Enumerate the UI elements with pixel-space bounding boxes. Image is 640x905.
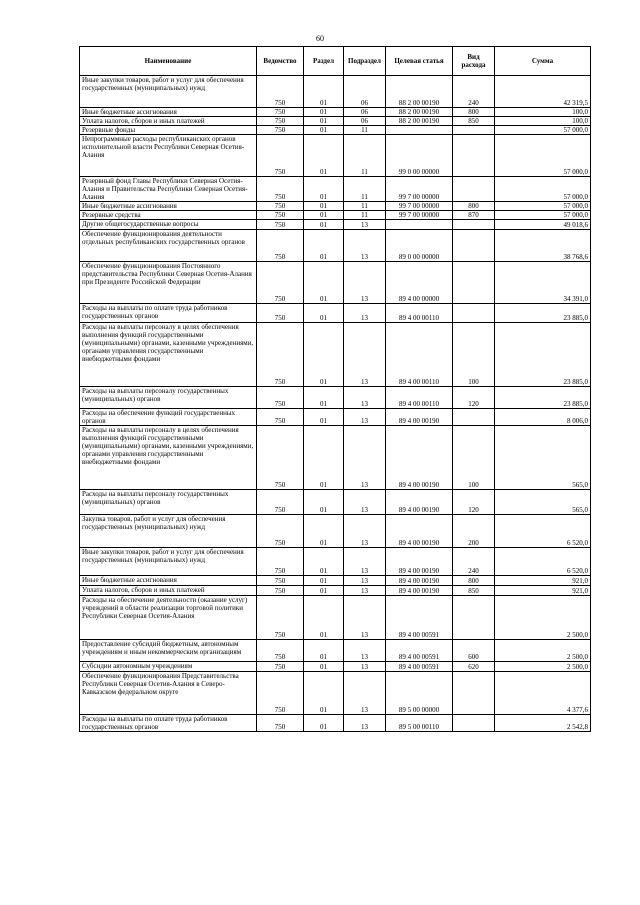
cell-podrazdel: 13 bbox=[344, 323, 386, 387]
cell-podrazdel: 06 bbox=[344, 117, 386, 126]
cell-name: Иные бюджетные ассигнования bbox=[80, 202, 257, 211]
table-row bbox=[80, 177, 591, 202]
cell-vid: 870 bbox=[453, 211, 495, 220]
table-row bbox=[80, 640, 591, 662]
cell-vedomstvo: 750 bbox=[257, 108, 304, 117]
cell-summa: 23 885,0 bbox=[495, 387, 591, 409]
cell-razdel: 01 bbox=[304, 76, 344, 108]
table-row bbox=[80, 220, 591, 230]
cell-statya: 89 4 00 00190 bbox=[386, 548, 453, 576]
cell-statya: 89 4 00 00110 bbox=[386, 323, 453, 387]
cell-name: Обеспечение функционирования Представительства Республики Северная Осетия-Алания в Северо-Кавказском федеральном округе bbox=[80, 672, 257, 715]
cell-vedomstvo: 750 bbox=[257, 662, 304, 672]
cell-podrazdel: 11 bbox=[344, 135, 386, 177]
cell-vedomstvo: 750 bbox=[257, 515, 304, 548]
cell-name: Иные закупки товаров, работ и услуг для обеспечения государственных (муниципальных) нужд bbox=[80, 548, 257, 576]
cell-podrazdel: 13 bbox=[344, 490, 386, 515]
cell-summa: 565,0 bbox=[495, 490, 591, 515]
cell-podrazdel: 11 bbox=[344, 126, 386, 135]
cell-razdel: 01 bbox=[304, 409, 344, 426]
cell-name: Обеспечение функционирования Постоянного представительства Республики Северная Осетия-Алания при Президенте Российской Федерации bbox=[80, 262, 257, 304]
table-row bbox=[80, 323, 591, 387]
cell-vid bbox=[453, 262, 495, 304]
cell-summa: 6 520,0 bbox=[495, 515, 591, 548]
cell-razdel: 01 bbox=[304, 387, 344, 409]
cell-statya: 89 4 00 00190 bbox=[386, 586, 453, 596]
header-name: Наименование bbox=[80, 47, 257, 76]
cell-summa: 42 319,5 bbox=[495, 76, 591, 108]
cell-razdel: 01 bbox=[304, 662, 344, 672]
header-vedomstvo: Ведомство bbox=[257, 47, 304, 76]
table-row bbox=[80, 230, 591, 262]
cell-name: Субсидии автономным учреждениям bbox=[80, 662, 257, 672]
cell-podrazdel: 13 bbox=[344, 230, 386, 262]
cell-statya bbox=[386, 126, 453, 135]
cell-razdel: 01 bbox=[304, 117, 344, 126]
table-row bbox=[80, 409, 591, 426]
cell-vid bbox=[453, 715, 495, 732]
cell-vedomstvo: 750 bbox=[257, 426, 304, 490]
cell-name: Расходы на выплаты персоналу государственных (муниципальных) органов bbox=[80, 490, 257, 515]
cell-vedomstvo: 750 bbox=[257, 177, 304, 202]
cell-name: Расходы на выплаты персоналу в целях обеспечения выполнения функций государственными (муниципальными) органами, казенными учреждениями, органами управления государственными внебюджетными фондами bbox=[80, 426, 257, 490]
cell-podrazdel: 13 bbox=[344, 409, 386, 426]
cell-vedomstvo: 750 bbox=[257, 211, 304, 220]
cell-vid: 800 bbox=[453, 108, 495, 117]
cell-podrazdel: 13 bbox=[344, 220, 386, 230]
table-row bbox=[80, 715, 591, 732]
table-row bbox=[80, 135, 591, 177]
cell-summa: 100,0 bbox=[495, 117, 591, 126]
cell-statya: 89 4 00 00591 bbox=[386, 640, 453, 662]
cell-razdel: 01 bbox=[304, 596, 344, 640]
cell-statya: 89 4 00 00591 bbox=[386, 662, 453, 672]
cell-summa: 57 000,0 bbox=[495, 177, 591, 202]
cell-podrazdel: 11 bbox=[344, 211, 386, 220]
table-row bbox=[80, 426, 591, 490]
cell-podrazdel: 13 bbox=[344, 426, 386, 490]
cell-statya: 89 5 00 00000 bbox=[386, 672, 453, 715]
cell-vedomstvo: 750 bbox=[257, 117, 304, 126]
cell-statya: 89 4 00 00591 bbox=[386, 596, 453, 640]
cell-razdel: 01 bbox=[304, 515, 344, 548]
cell-statya: 89 4 00 00190 bbox=[386, 515, 453, 548]
cell-vid: 800 bbox=[453, 576, 495, 586]
cell-razdel: 01 bbox=[304, 640, 344, 662]
table-row bbox=[80, 490, 591, 515]
cell-vedomstvo: 750 bbox=[257, 672, 304, 715]
cell-summa: 57 000,0 bbox=[495, 211, 591, 220]
cell-vid bbox=[453, 409, 495, 426]
cell-name: Непрограммные расходы республиканских органов исполнительной власти Республики Северная Осетия-Алания bbox=[80, 135, 257, 177]
cell-name: Предоставление субсидий бюджетным, автономным учреждениям и иным некоммерческим организациям bbox=[80, 640, 257, 662]
table-row bbox=[80, 596, 591, 640]
cell-podrazdel: 13 bbox=[344, 387, 386, 409]
cell-summa: 100,0 bbox=[495, 108, 591, 117]
cell-podrazdel: 06 bbox=[344, 76, 386, 108]
cell-vedomstvo: 750 bbox=[257, 202, 304, 211]
cell-vid: 850 bbox=[453, 117, 495, 126]
cell-podrazdel: 11 bbox=[344, 202, 386, 211]
cell-vid: 200 bbox=[453, 515, 495, 548]
cell-statya: 99 0 00 00000 bbox=[386, 135, 453, 177]
cell-razdel: 01 bbox=[304, 135, 344, 177]
table-row bbox=[80, 211, 591, 220]
cell-statya: 89 5 00 00110 bbox=[386, 715, 453, 732]
cell-razdel: 01 bbox=[304, 220, 344, 230]
cell-vedomstvo: 750 bbox=[257, 126, 304, 135]
table-row bbox=[80, 117, 591, 126]
cell-razdel: 01 bbox=[304, 304, 344, 323]
table-row bbox=[80, 108, 591, 117]
cell-vid bbox=[453, 672, 495, 715]
cell-summa: 23 885,0 bbox=[495, 304, 591, 323]
cell-podrazdel: 06 bbox=[344, 108, 386, 117]
cell-name: Расходы на обеспечение деятельности (оказание услуг) учреждений в области реализации торговой политики Республики Северная Осетия-Алания bbox=[80, 596, 257, 640]
table-row bbox=[80, 662, 591, 672]
cell-vid bbox=[453, 135, 495, 177]
cell-razdel: 01 bbox=[304, 715, 344, 732]
cell-statya: 89 4 00 00190 bbox=[386, 426, 453, 490]
cell-vid: 240 bbox=[453, 76, 495, 108]
cell-podrazdel: 13 bbox=[344, 262, 386, 304]
cell-vid bbox=[453, 220, 495, 230]
cell-vedomstvo: 750 bbox=[257, 262, 304, 304]
cell-razdel: 01 bbox=[304, 576, 344, 586]
cell-razdel: 01 bbox=[304, 202, 344, 211]
cell-summa: 57 000,0 bbox=[495, 202, 591, 211]
cell-vid: 120 bbox=[453, 387, 495, 409]
cell-vid bbox=[453, 177, 495, 202]
cell-statya: 89 4 00 00110 bbox=[386, 387, 453, 409]
cell-podrazdel: 13 bbox=[344, 672, 386, 715]
cell-vedomstvo: 750 bbox=[257, 576, 304, 586]
cell-razdel: 01 bbox=[304, 108, 344, 117]
cell-podrazdel: 11 bbox=[344, 177, 386, 202]
cell-name: Уплата налогов, сборов и иных платежей bbox=[80, 586, 257, 596]
cell-vedomstvo: 750 bbox=[257, 323, 304, 387]
table-row bbox=[80, 576, 591, 586]
cell-name: Расходы на выплаты по оплате труда работников государственных органов bbox=[80, 715, 257, 732]
cell-statya: 99 7 00 00000 bbox=[386, 177, 453, 202]
cell-vedomstvo: 750 bbox=[257, 387, 304, 409]
header-podrazdel: Подраздел bbox=[344, 47, 386, 76]
cell-vedomstvo: 750 bbox=[257, 640, 304, 662]
cell-razdel: 01 bbox=[304, 548, 344, 576]
cell-name: Закупка товаров, работ и услуг для обеспечения государственных (муниципальных) нужд bbox=[80, 515, 257, 548]
cell-vid: 800 bbox=[453, 202, 495, 211]
cell-summa: 921,0 bbox=[495, 586, 591, 596]
table-row bbox=[80, 515, 591, 548]
cell-vedomstvo: 750 bbox=[257, 220, 304, 230]
cell-name: Другие общегосударственные вопросы bbox=[80, 220, 257, 230]
cell-summa: 2 542,8 bbox=[495, 715, 591, 732]
cell-statya: 89 4 00 00190 bbox=[386, 490, 453, 515]
cell-vedomstvo: 750 bbox=[257, 586, 304, 596]
cell-vedomstvo: 750 bbox=[257, 596, 304, 640]
cell-podrazdel: 13 bbox=[344, 640, 386, 662]
cell-razdel: 01 bbox=[304, 177, 344, 202]
cell-summa: 565,0 bbox=[495, 426, 591, 490]
cell-summa: 38 768,6 bbox=[495, 230, 591, 262]
cell-summa: 57 000,0 bbox=[495, 126, 591, 135]
page-number: 60 bbox=[316, 34, 324, 43]
cell-statya: 88 2 00 00190 bbox=[386, 108, 453, 117]
header-razdel: Раздел bbox=[304, 47, 344, 76]
cell-vid: 850 bbox=[453, 586, 495, 596]
table-row bbox=[80, 586, 591, 596]
cell-vedomstvo: 750 bbox=[257, 409, 304, 426]
cell-summa: 6 520,0 bbox=[495, 548, 591, 576]
cell-name: Расходы на обеспечение функций государственных органов bbox=[80, 409, 257, 426]
cell-vid: 620 bbox=[453, 662, 495, 672]
cell-summa: 8 006,0 bbox=[495, 409, 591, 426]
cell-razdel: 01 bbox=[304, 126, 344, 135]
cell-vedomstvo: 750 bbox=[257, 76, 304, 108]
table-row bbox=[80, 262, 591, 304]
cell-razdel: 01 bbox=[304, 262, 344, 304]
cell-vid bbox=[453, 126, 495, 135]
table-row bbox=[80, 126, 591, 135]
cell-vedomstvo: 750 bbox=[257, 304, 304, 323]
cell-vedomstvo: 750 bbox=[257, 135, 304, 177]
cell-vid: 100 bbox=[453, 426, 495, 490]
cell-statya: 89 4 00 00000 bbox=[386, 262, 453, 304]
budget-table bbox=[79, 46, 591, 732]
cell-statya: 89 4 00 00190 bbox=[386, 409, 453, 426]
cell-razdel: 01 bbox=[304, 672, 344, 715]
cell-podrazdel: 13 bbox=[344, 715, 386, 732]
cell-summa: 921,0 bbox=[495, 576, 591, 586]
cell-razdel: 01 bbox=[304, 230, 344, 262]
cell-vedomstvo: 750 bbox=[257, 548, 304, 576]
cell-name: Резервные фонды bbox=[80, 126, 257, 135]
cell-razdel: 01 bbox=[304, 323, 344, 387]
cell-statya bbox=[386, 220, 453, 230]
table-body bbox=[80, 76, 591, 732]
cell-summa: 34 391,0 bbox=[495, 262, 591, 304]
cell-podrazdel: 13 bbox=[344, 304, 386, 323]
cell-summa: 2 500,0 bbox=[495, 596, 591, 640]
cell-statya: 88 2 00 00190 bbox=[386, 117, 453, 126]
cell-podrazdel: 13 bbox=[344, 586, 386, 596]
header-vid: Вид расхода bbox=[453, 47, 495, 76]
cell-vedomstvo: 750 bbox=[257, 230, 304, 262]
cell-summa: 2 500,0 bbox=[495, 662, 591, 672]
cell-name: Расходы на выплаты персоналу в целях обеспечения выполнения функций государственными (муниципальными) органами, казенными учреждениями, органами управления государственными внебюджетными фондами bbox=[80, 323, 257, 387]
cell-vid bbox=[453, 304, 495, 323]
cell-summa: 57 000,0 bbox=[495, 135, 591, 177]
cell-vid bbox=[453, 230, 495, 262]
table-row bbox=[80, 304, 591, 323]
table-row bbox=[80, 387, 591, 409]
cell-vedomstvo: 750 bbox=[257, 490, 304, 515]
cell-razdel: 01 bbox=[304, 586, 344, 596]
table-row bbox=[80, 672, 591, 715]
cell-vid: 120 bbox=[453, 490, 495, 515]
cell-podrazdel: 13 bbox=[344, 548, 386, 576]
cell-summa: 23 885,0 bbox=[495, 323, 591, 387]
cell-podrazdel: 13 bbox=[344, 515, 386, 548]
table-header-row bbox=[80, 47, 591, 76]
cell-vid: 100 bbox=[453, 323, 495, 387]
cell-vid: 600 bbox=[453, 640, 495, 662]
cell-podrazdel: 13 bbox=[344, 662, 386, 672]
cell-summa: 4 377,6 bbox=[495, 672, 591, 715]
cell-statya: 89 4 00 00110 bbox=[386, 304, 453, 323]
table-row bbox=[80, 76, 591, 108]
cell-summa: 2 500,0 bbox=[495, 640, 591, 662]
cell-name: Резервный фонд Главы Республики Северная Осетия-Алания и Правительства Республики Северная Осетия-Алания bbox=[80, 177, 257, 202]
cell-podrazdel: 13 bbox=[344, 596, 386, 640]
cell-statya: 89 4 00 00190 bbox=[386, 576, 453, 586]
table-row bbox=[80, 202, 591, 211]
cell-name: Расходы на выплаты персоналу государственных (муниципальных) органов bbox=[80, 387, 257, 409]
cell-statya: 88 2 00 00190 bbox=[386, 76, 453, 108]
cell-summa: 49 018,6 bbox=[495, 220, 591, 230]
cell-vid: 240 bbox=[453, 548, 495, 576]
cell-statya: 89 0 00 00000 bbox=[386, 230, 453, 262]
cell-name: Иные бюджетные ассигнования bbox=[80, 108, 257, 117]
cell-statya: 99 7 00 00000 bbox=[386, 202, 453, 211]
header-statya: Целевая статья bbox=[386, 47, 453, 76]
cell-name: Резервные средства bbox=[80, 211, 257, 220]
cell-statya: 99 7 00 00000 bbox=[386, 211, 453, 220]
cell-name: Обеспечение функционирования деятельности отдельных республиканских государственных органов bbox=[80, 230, 257, 262]
cell-vedomstvo: 750 bbox=[257, 715, 304, 732]
cell-razdel: 01 bbox=[304, 426, 344, 490]
cell-podrazdel: 13 bbox=[344, 576, 386, 586]
cell-name: Иные закупки товаров, работ и услуг для обеспечения государственных (муниципальных) нужд bbox=[80, 76, 257, 108]
cell-razdel: 01 bbox=[304, 211, 344, 220]
cell-name: Расходы на выплаты по оплате труда работников государственных органов bbox=[80, 304, 257, 323]
cell-vid bbox=[453, 596, 495, 640]
table-row bbox=[80, 548, 591, 576]
header-summa: Сумма bbox=[495, 47, 591, 76]
cell-name: Уплата налогов, сборов и иных платежей bbox=[80, 117, 257, 126]
cell-name: Иные бюджетные ассигнования bbox=[80, 576, 257, 586]
cell-razdel: 01 bbox=[304, 490, 344, 515]
